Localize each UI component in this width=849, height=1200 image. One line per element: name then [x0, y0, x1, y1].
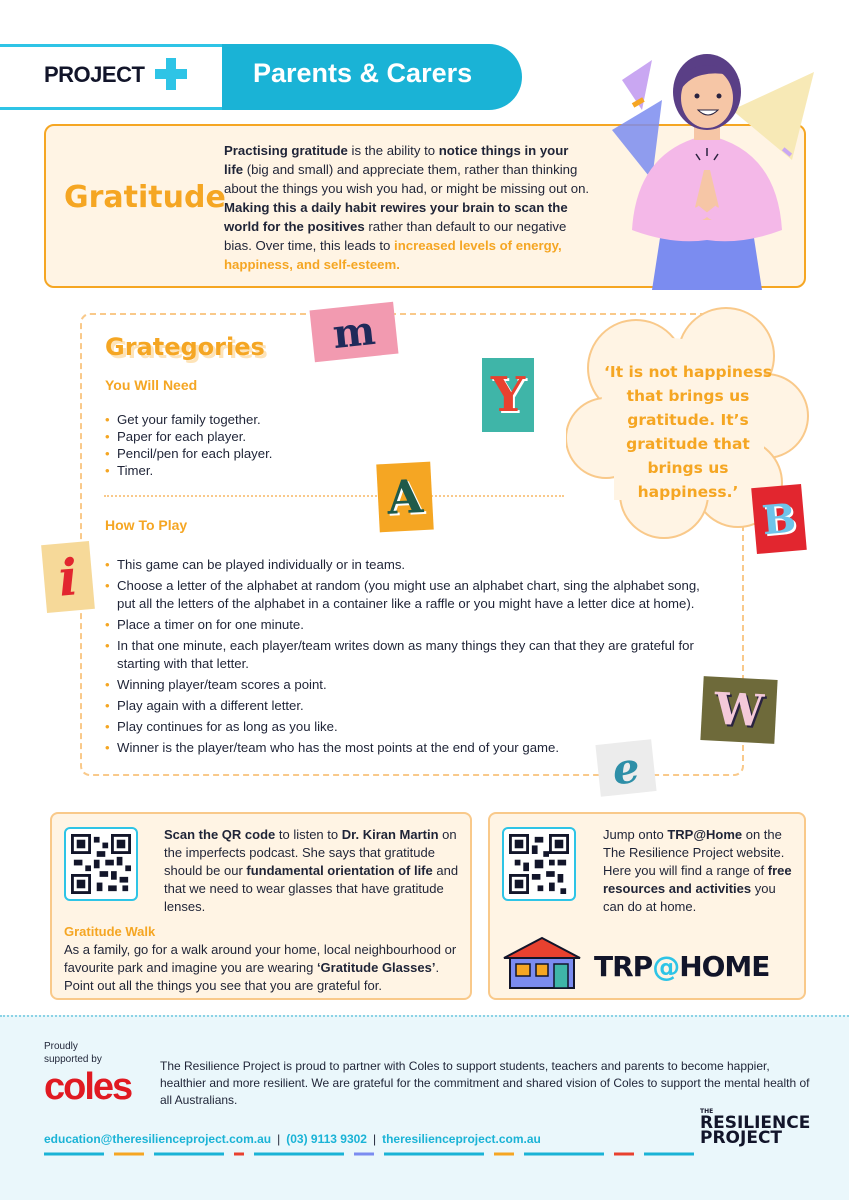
phone-link[interactable]: (03) 9113 9302: [286, 1132, 367, 1146]
podcast-description: Scan the QR code to listen to Dr. Kiran Martin on the imperfects podcast. She says that gratitude should be our fundamental orientation of life and that we need to wear glasses that have gratitude lenses.: [164, 827, 459, 914]
website-link[interactable]: theresilienceproject.com.au: [382, 1132, 541, 1146]
letter-tile-b: B: [751, 484, 807, 554]
trp-home-logo: TRP@HOME: [594, 950, 770, 983]
website-qr-code[interactable]: [502, 827, 576, 901]
list-item: • In that one minute, each player/team writes down as many things they can that they are grateful for starting with that letter.: [105, 637, 717, 673]
list-item: • Winning player/team scores a point.: [105, 676, 717, 694]
list-item: • This game can be played individually or in teams.: [105, 556, 717, 574]
resilience-project-logo: THE RESILIENCE PROJECT: [700, 1108, 811, 1148]
gratitude-quote: ‘It is not happiness that brings us gratitude. It’s gratitude that brings us happiness.’: [604, 363, 772, 501]
letter-tile-e: e: [595, 739, 656, 797]
gratitude-walk-text: As a family, go for a walk around your home, local neighbourhood or favourite park and imagine you are wearing ‘Gratitude Glasses’. Point out all the things you see that you are grateful for.: [64, 942, 457, 993]
list-item: • Play continues for as long as you like.: [105, 718, 717, 736]
trp-home-description: Jump onto TRP@Home on the The Resilience Project website. Here you will find a range of free resources and activities you can do at home.: [603, 827, 792, 914]
play-heading: How To Play: [105, 517, 188, 533]
need-heading: You Will Need: [105, 377, 198, 393]
grategories-title: Grategories: [105, 333, 265, 361]
list-item: • Winner is the player/team who has the most points at the end of your game.: [105, 739, 717, 757]
letter-tile-i: i: [41, 541, 95, 613]
letter-tile-a: A: [376, 462, 433, 533]
qr-icon: [71, 834, 131, 894]
contact-line: education@theresilienceproject.com.au | (03) 9113 9302 | theresilienceproject.com.au: [44, 1132, 541, 1146]
gratitude-walk-title: Gratitude Walk: [64, 924, 156, 939]
coles-logo: coles: [44, 1066, 132, 1108]
play-list: [105, 556, 717, 760]
list-item: • Get your family together.: [105, 411, 405, 428]
need-list: [105, 411, 405, 479]
podcast-qr-code[interactable]: [64, 827, 138, 901]
gratitude-title: Gratitude: [64, 180, 226, 215]
gratitude-description: Practising gratitude is the ability to notice things in your life (big and small) and appreciate them, rather than thinking about the things you wish you had, or might be missing out on. Making this a daily habit rewires your brain to scan the world for the positives rather than default to our negative bias. Over time, this leads to increased levels of energy, happiness, and self-esteem.: [224, 143, 590, 272]
footer-divider: [44, 1152, 694, 1156]
partner-statement: The Resilience Project is proud to partner with Coles to support students, teachers and parents to become happier, healthier and more resilient. We are grateful for the commitment and shared vision of Coles to support the mental health of all Australians.: [160, 1059, 810, 1107]
list-item: • Timer.: [105, 462, 405, 479]
qr-icon: [509, 834, 569, 894]
email-link[interactable]: education@theresilienceproject.com.au: [44, 1132, 272, 1146]
proudly-supported-label: Proudly supported by: [44, 1041, 102, 1065]
list-item: • Paper for each player.: [105, 428, 405, 445]
list-item: • Place a timer on for one minute.: [105, 616, 717, 634]
person-illustration: [592, 40, 822, 290]
brand-logo: PROJECT: [44, 62, 145, 87]
list-item: • Pencil/pen for each player.: [105, 445, 405, 462]
house-icon: [500, 936, 584, 990]
letter-tile-w: W: [700, 676, 777, 744]
plus-icon: [155, 58, 187, 90]
divider: [104, 495, 564, 497]
letter-tile-y: Y: [482, 358, 534, 432]
page-title: Parents & Carers: [253, 58, 473, 88]
list-item: • Choose a letter of the alphabet at random (you might use an alphabet chart, sing the alphabet song, put all the letters of the alphabet in a container like a raffle or you might have a letter dice at home).: [105, 577, 717, 613]
list-item: • Play again with a different letter.: [105, 697, 717, 715]
letter-tile-m: m: [310, 302, 399, 362]
